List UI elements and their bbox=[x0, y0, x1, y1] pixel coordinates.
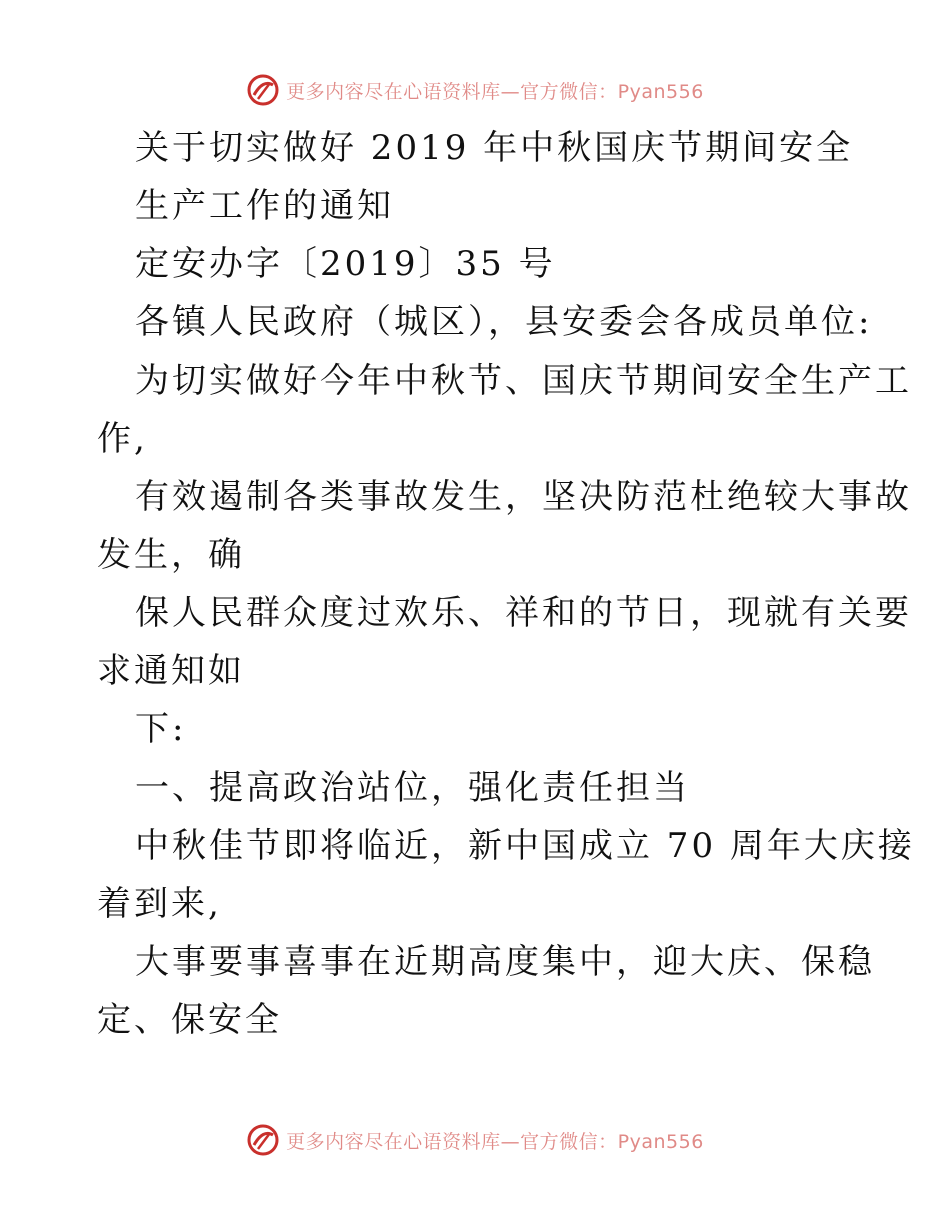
doc-title-line-1: 关于切实做好 2019 年中秋国庆节期间安全 bbox=[135, 128, 854, 168]
body-line: 作, bbox=[97, 419, 148, 459]
body-line: 定、保安全 bbox=[97, 1000, 282, 1040]
body-line: 着到来, bbox=[97, 884, 222, 924]
body-line: 下: bbox=[135, 709, 187, 749]
body-line: 发生，确 bbox=[97, 535, 245, 575]
footer-banner bbox=[0, 1120, 950, 1160]
body-line: 保人民群众度过欢乐、祥和的节日，现就有关要 bbox=[135, 593, 912, 633]
section-heading: 一、提高政治站位，强化责任担当 bbox=[135, 768, 690, 808]
body-line: 大事要事喜事在近期高度集中，迎大庆、保稳 bbox=[135, 942, 875, 982]
body-line: 求通知如 bbox=[97, 651, 245, 691]
body-line: 为切实做好今年中秋节、国庆节期间安全生产工 bbox=[135, 361, 912, 401]
doc-salutation: 各镇人民政府（城区），县安委会各成员单位: bbox=[135, 302, 873, 342]
banner-text: 更多内容尽在心语资料库—官方微信：Pyan556 bbox=[286, 1130, 704, 1153]
logo-icon bbox=[246, 73, 280, 107]
doc-title-line-2: 生产工作的通知 bbox=[135, 186, 394, 226]
logo-icon bbox=[246, 1123, 280, 1157]
body-line: 有效遏制各类事故发生，坚决防范杜绝较大事故 bbox=[135, 477, 912, 517]
body-line: 中秋佳节即将临近，新中国成立 70 周年大庆接 bbox=[135, 826, 915, 866]
header-banner bbox=[0, 70, 950, 110]
banner-text: 更多内容尽在心语资料库—官方微信：Pyan556 bbox=[286, 80, 704, 103]
doc-number: 定安办字〔2019〕35 号 bbox=[135, 244, 556, 284]
